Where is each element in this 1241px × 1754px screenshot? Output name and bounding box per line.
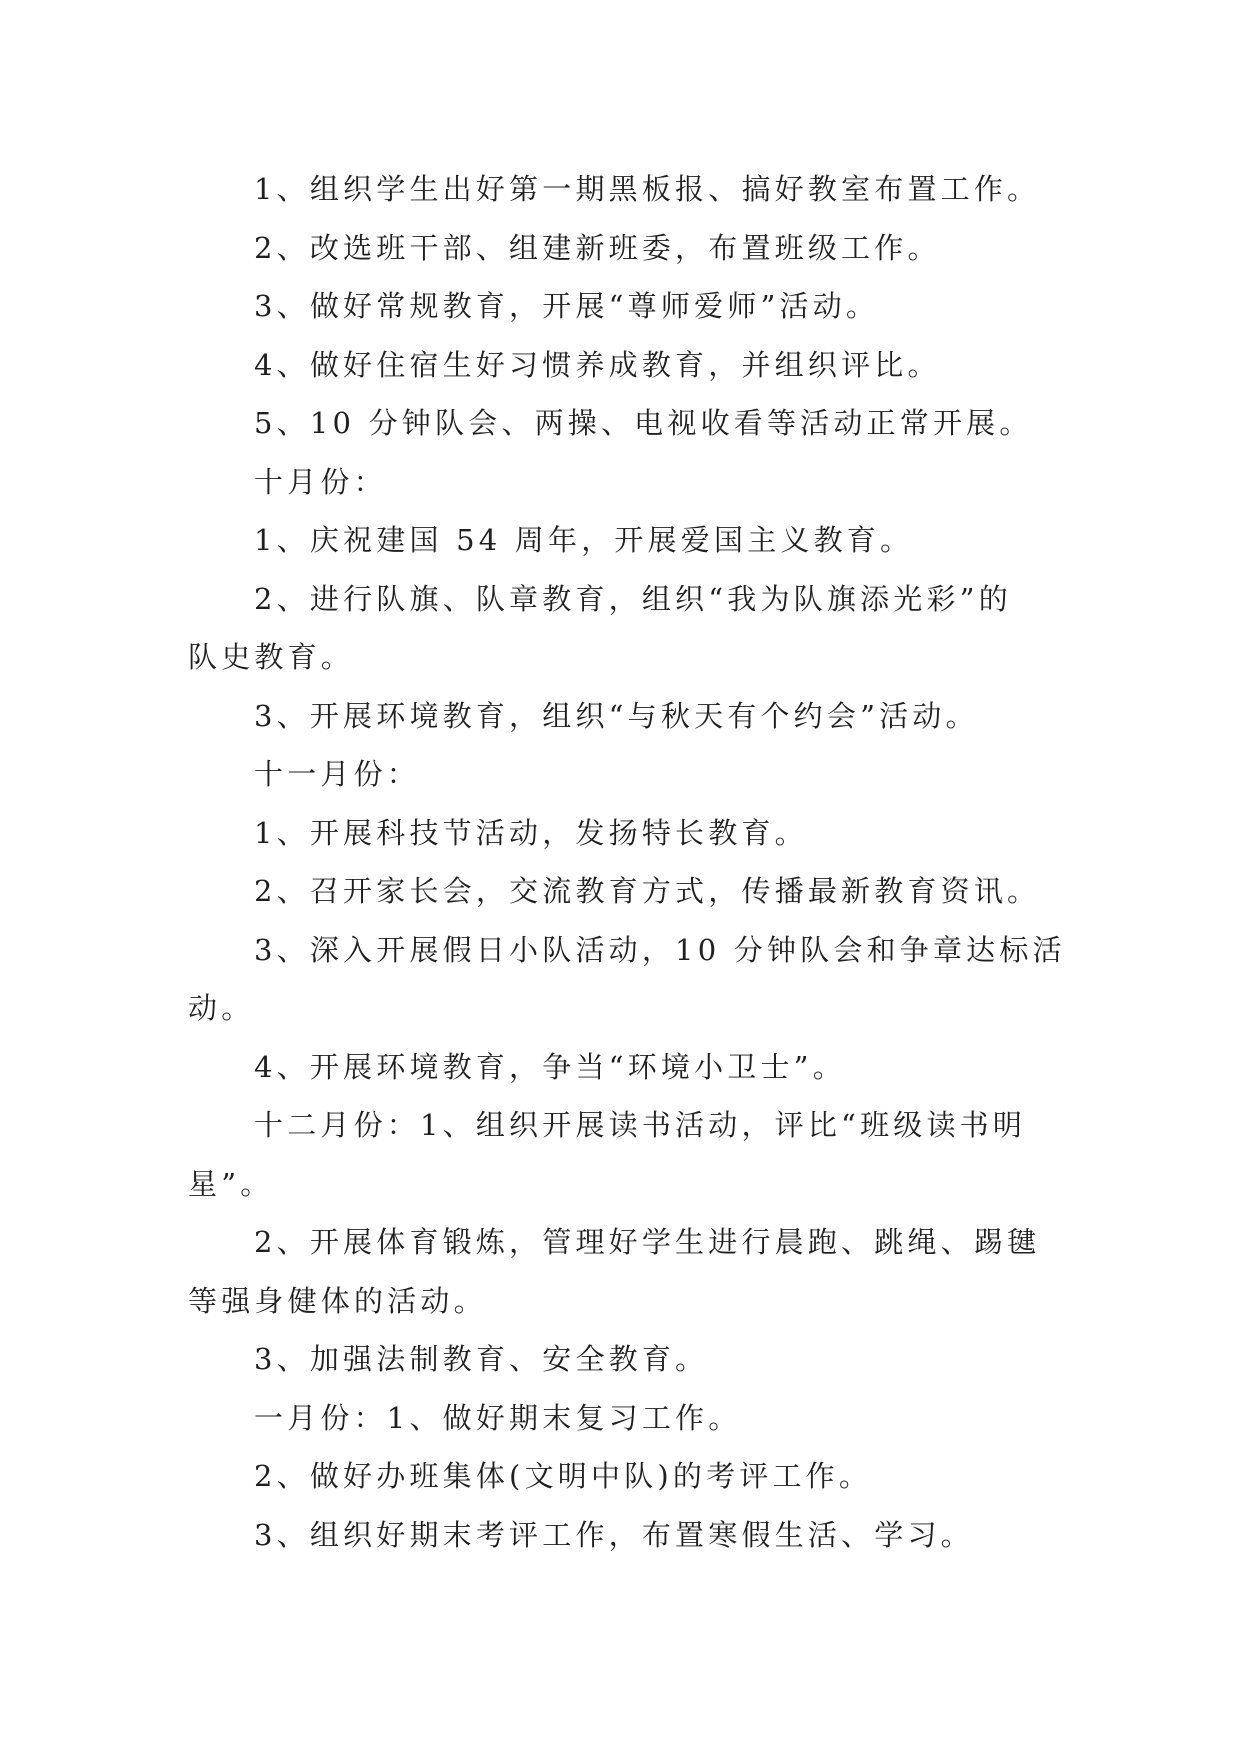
plan-item [188, 1447, 1068, 1506]
text-line-continued: 动。 [188, 991, 255, 1025]
month-heading [188, 453, 1068, 512]
text-line: 一月份：1、做好期末复习工作。 [254, 1400, 742, 1435]
month-heading [188, 745, 1068, 804]
plan-item [188, 1330, 1068, 1389]
plan-item [188, 804, 1068, 863]
plan-item [188, 921, 1068, 1038]
text-line: 3、开展环境教育，组织“与秋天有个约会”活动。 [254, 698, 979, 733]
text-line-continued: 队史教育。 [188, 640, 355, 674]
text-line: 2、做好办班集体(文明中队)的考评工作。 [254, 1459, 873, 1493]
plan-item [188, 862, 1068, 921]
plan-item [188, 336, 1068, 395]
text-line-continued: 等强身健体的活动。 [188, 1283, 487, 1318]
text-line: 2、开展体育锻炼，管理好学生进行晨跑、跳绳、踢毽 [254, 1225, 1041, 1259]
text-line: 1、开展科技节活动，发扬特长教育。 [254, 815, 808, 850]
text-line: 1、庆祝建国 54 周年，开展爱国主义教育。 [254, 523, 914, 557]
plan-item [188, 1213, 1068, 1330]
text-line: 3、组织好期末考评工作，布置寒假生活、学习。 [254, 1517, 974, 1552]
text-line: 2、进行队旗、队章教育，组织“我为队旗添光彩”的 [254, 581, 1012, 616]
plan-item [188, 687, 1068, 746]
plan-item [188, 511, 1068, 570]
plan-item [188, 394, 1068, 453]
plan-item [188, 160, 1068, 219]
text-line: 3、深入开展假日小队活动，10 分钟队会和争章达标活 [254, 932, 1066, 967]
text-line: 3、做好常规教育，开展“尊师爱师”活动。 [254, 289, 880, 323]
heading-text: 十一月份： [254, 757, 421, 791]
plan-item [188, 570, 1068, 687]
plan-item [188, 1389, 1068, 1448]
text-line: 3、加强法制教育、安全教育。 [254, 1342, 709, 1376]
text-line-continued: 星”。 [188, 1166, 274, 1201]
text-line: 1、组织学生出好第一期黑板报、搞好教室布置工作。 [254, 172, 1041, 206]
text-line: 2、改选班干部、组建新班委，布置班级工作。 [254, 230, 941, 265]
text-line: 5、10 分钟队会、两操、电视收看等活动正常开展。 [254, 406, 1033, 440]
plan-item [188, 1506, 1068, 1565]
text-line: 4、做好住宿生好习惯养成教育，并组织评比。 [254, 347, 941, 382]
plan-item [188, 277, 1068, 336]
plan-item [188, 1096, 1068, 1213]
text-line: 2、召开家长会，交流教育方式，传播最新教育资讯。 [254, 874, 1041, 908]
plan-item [188, 1038, 1068, 1097]
text-line: 十二月份：1、组织开展读书活动，评比“班级读书明 [254, 1108, 1027, 1142]
document-body [188, 160, 1068, 1564]
plan-item [188, 219, 1068, 278]
text-line: 4、开展环境教育，争当“环境小卫士”。 [254, 1049, 846, 1084]
heading-text: 十月份： [254, 464, 387, 499]
